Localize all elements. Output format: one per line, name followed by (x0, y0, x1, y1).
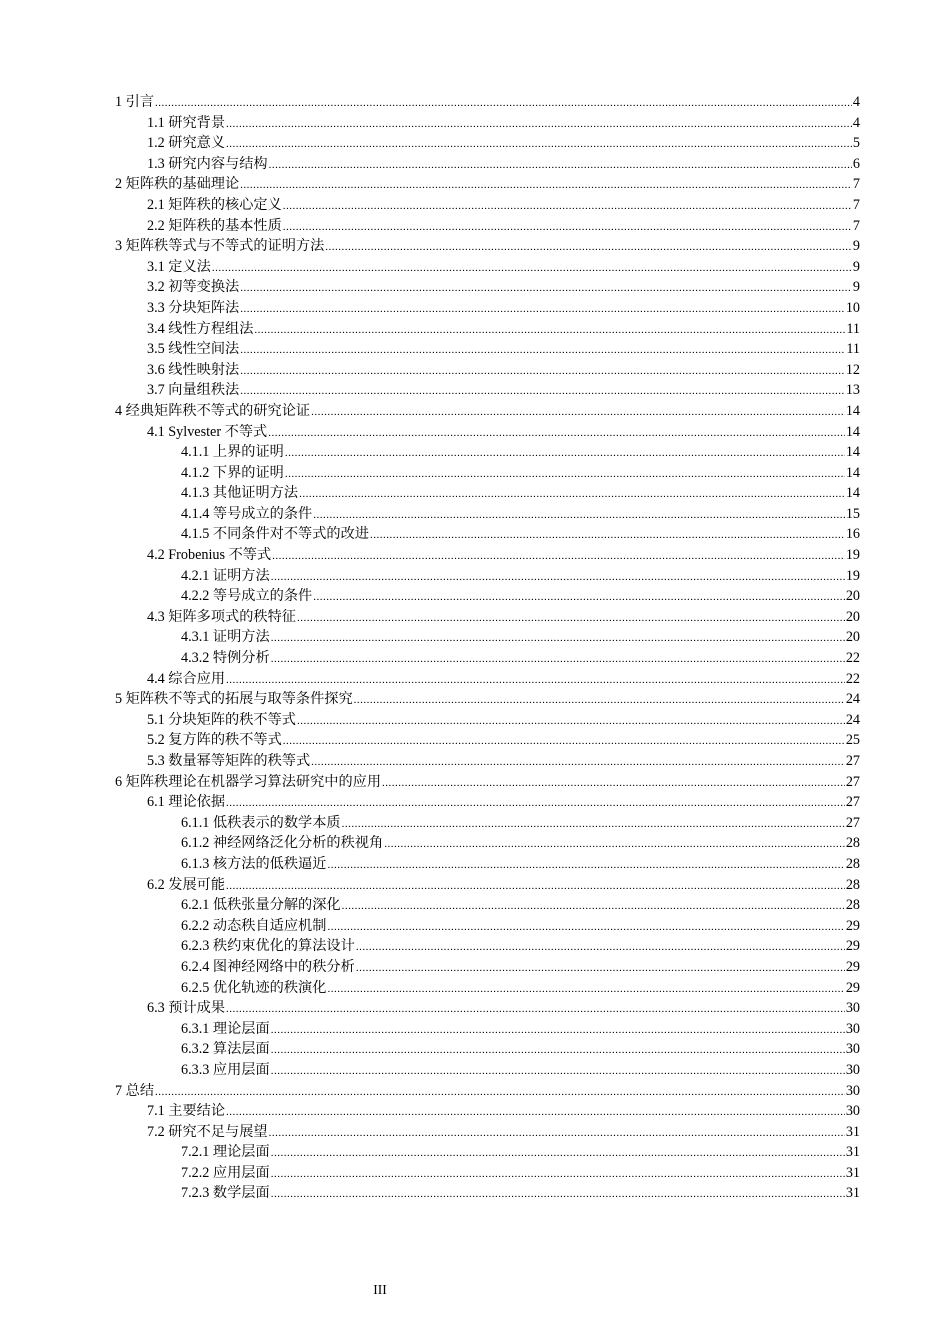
toc-entry-page: 15 (845, 505, 860, 522)
toc-dot-leader (271, 1143, 845, 1164)
toc-entry-label: 4 经典矩阵秩不等式的研究论证 (115, 402, 311, 419)
toc-entry-page: 24 (845, 711, 860, 728)
toc-entry-label: 4.2.2 等号成立的条件 (181, 588, 313, 605)
toc-dot-leader (342, 814, 845, 835)
toc-entry-page: 22 (845, 670, 860, 687)
toc-entry-page: 31 (845, 1123, 860, 1140)
toc-entry[interactable] (115, 895, 860, 916)
toc-entry-label: 4.1 Sylvester 不等式 (147, 423, 268, 440)
toc-entry-page: 14 (845, 464, 860, 481)
toc-entry[interactable] (115, 833, 860, 854)
toc-entry-page: 20 (845, 608, 860, 625)
toc-entry-label: 5 矩阵秩不等式的拓展与取等条件探究 (115, 691, 353, 708)
toc-entry-page: 30 (845, 1000, 860, 1017)
toc-dot-leader (313, 587, 845, 608)
toc-entry[interactable] (115, 627, 860, 648)
toc-entry-page: 13 (845, 382, 860, 399)
toc-dot-leader (240, 299, 845, 320)
toc-dot-leader (272, 546, 845, 567)
toc-entry-page: 27 (845, 773, 860, 790)
toc-dot-leader (327, 917, 844, 938)
toc-dot-leader (297, 608, 845, 629)
toc-dot-leader (283, 731, 845, 752)
toc-entry[interactable] (115, 195, 860, 216)
toc-dot-leader (269, 1123, 845, 1144)
toc-entry-label: 6.3.3 应用层面 (181, 1061, 270, 1078)
toc-entry-page: 7 (852, 176, 860, 193)
toc-dot-leader (285, 443, 845, 464)
toc-dot-leader (269, 155, 852, 176)
toc-entry-page: 4 (852, 94, 860, 110)
toc-entry-label: 3.1 定义法 (147, 258, 211, 275)
toc-entry-page: 4 (852, 114, 860, 131)
toc-entry[interactable] (115, 957, 860, 978)
toc-entry-label: 6.3.2 算法层面 (181, 1041, 270, 1058)
toc-entry-label: 7.2.3 数学层面 (181, 1185, 270, 1202)
toc-dot-leader (283, 217, 852, 238)
toc-entry-page: 14 (845, 444, 860, 461)
toc-entry-page: 9 (852, 238, 860, 255)
toc-dot-leader (226, 670, 845, 691)
toc-entry[interactable] (115, 504, 860, 525)
toc-entry[interactable] (115, 236, 860, 257)
toc-entry-label: 3.3 分块矩阵法 (147, 299, 240, 316)
toc-entry-label: 6.3.1 理论层面 (181, 1020, 270, 1037)
toc-entry-page: 14 (845, 423, 860, 440)
toc-entry-page: 24 (845, 691, 860, 708)
toc-entry-label: 1.3 研究内容与结构 (147, 155, 268, 172)
toc-entry-page: 20 (845, 629, 860, 646)
toc-dot-leader (155, 1082, 845, 1103)
toc-entry-label: 7 总结 (115, 1082, 155, 1099)
toc-entry-page: 27 (845, 814, 860, 831)
toc-dot-leader (271, 628, 845, 649)
toc-entry[interactable] (115, 216, 860, 237)
page-number: III (373, 1282, 387, 1297)
toc-entry-label: 7.2.1 理论层面 (181, 1144, 270, 1161)
toc-dot-leader (299, 484, 845, 505)
toc-entry[interactable] (115, 936, 860, 957)
toc-entry-label: 3.4 线性方程组法 (147, 320, 254, 337)
toc-dot-leader (311, 402, 845, 423)
toc-dot-leader (271, 1020, 845, 1041)
toc-dot-leader (226, 114, 852, 135)
table-of-contents (115, 92, 860, 1204)
toc-entry-page: 12 (845, 361, 860, 378)
toc-entry-label: 6.2 发展可能 (147, 876, 226, 893)
toc-entry-label: 4.1.5 不同条件对不等式的改进 (181, 526, 369, 543)
toc-entry-label: 6.2.4 图神经网络中的秩分析 (181, 958, 355, 975)
toc-entry-label: 1.2 研究意义 (147, 135, 226, 152)
toc-entry[interactable] (115, 380, 860, 401)
toc-entry-label: 3 矩阵秩等式与不等式的证明方法 (115, 238, 325, 255)
toc-entry[interactable] (115, 339, 860, 360)
toc-entry[interactable] (115, 916, 860, 937)
toc-entry-page: 10 (845, 299, 860, 316)
toc-dot-leader (271, 1061, 845, 1082)
toc-dot-leader (325, 237, 852, 258)
toc-dot-leader (226, 134, 852, 155)
toc-entry[interactable] (115, 1039, 860, 1060)
toc-dot-leader (271, 649, 845, 670)
toc-entry[interactable] (115, 401, 860, 422)
toc-entry-page: 11 (846, 320, 860, 337)
toc-entry-page: 6 (852, 155, 860, 172)
toc-entry-page: 31 (845, 1164, 860, 1181)
toc-dot-leader (226, 793, 845, 814)
toc-entry-label: 5.2 复方阵的秩不等式 (147, 732, 282, 749)
toc-entry-label: 5.3 数量幂等矩阵的秩等式 (147, 753, 311, 769)
toc-entry-label: 6.2.3 秩约束优化的算法设计 (181, 938, 355, 955)
toc-entry-page: 28 (845, 835, 860, 852)
toc-entry-label: 6.1 理论依据 (147, 794, 226, 811)
toc-entry-label: 6 矩阵秩理论在机器学习算法研究中的应用 (115, 773, 382, 790)
toc-entry-page: 9 (852, 258, 860, 275)
toc-entry-page: 30 (845, 1082, 860, 1099)
toc-dot-leader (283, 196, 852, 217)
toc-entry-label: 4.3.1 证明方法 (181, 629, 270, 646)
toc-dot-leader (240, 361, 845, 382)
toc-entry-label: 4.1.2 下界的证明 (181, 464, 284, 481)
toc-entry[interactable] (115, 174, 860, 195)
toc-entry-page: 14 (845, 485, 860, 502)
toc-entry-page: 5 (852, 135, 860, 152)
toc-entry-page: 28 (845, 897, 860, 914)
toc-entry[interactable] (115, 524, 860, 545)
toc-entry-label: 5.1 分块矩阵的秩不等式 (147, 711, 296, 728)
toc-entry[interactable] (115, 669, 860, 690)
toc-entry[interactable] (115, 113, 860, 134)
toc-entry-page: 27 (845, 794, 860, 811)
toc-entry-label: 6.1.3 核方法的低秩逼近 (181, 855, 327, 872)
toc-entry[interactable] (115, 710, 860, 731)
toc-entry-label: 4.3 矩阵多项式的秩特征 (147, 608, 296, 625)
toc-entry[interactable] (115, 1163, 860, 1184)
toc-entry-label: 4.1.1 上界的证明 (181, 444, 284, 461)
toc-dot-leader (226, 1102, 845, 1123)
toc-entry[interactable] (115, 1142, 860, 1163)
toc-entry[interactable] (115, 1183, 860, 1204)
toc-dot-leader (240, 278, 852, 299)
toc-entry-label: 3.5 线性空间法 (147, 341, 240, 358)
toc-entry-page: 9 (852, 279, 860, 296)
toc-entry-page: 29 (845, 979, 860, 996)
toc-dot-leader (297, 711, 845, 732)
toc-entry-page: 20 (845, 588, 860, 605)
toc-entry[interactable] (115, 483, 860, 504)
toc-entry-label: 1 引言 (115, 94, 155, 110)
toc-entry-label: 1.1 研究背景 (147, 114, 226, 131)
toc-entry[interactable] (115, 92, 860, 113)
toc-entry[interactable] (115, 854, 860, 875)
toc-entry[interactable] (115, 813, 860, 834)
toc-entry-page: 31 (845, 1185, 860, 1202)
toc-entry-label: 3.7 向量组秩法 (147, 382, 240, 399)
toc-entry-page: 16 (845, 526, 860, 543)
toc-entry[interactable] (115, 298, 860, 319)
toc-dot-leader (311, 752, 845, 773)
toc-entry-label: 6.3 预计成果 (147, 1000, 226, 1017)
toc-entry[interactable] (115, 607, 860, 628)
toc-entry[interactable] (115, 689, 860, 710)
toc-dot-leader (382, 773, 845, 794)
toc-dot-leader (356, 937, 845, 958)
toc-dot-leader (327, 855, 844, 876)
toc-entry[interactable] (115, 998, 860, 1019)
toc-entry-page: 22 (845, 650, 860, 667)
toc-entry[interactable] (115, 792, 860, 813)
toc-entry-page: 19 (845, 567, 860, 584)
toc-dot-leader (240, 340, 845, 361)
toc-entry-page: 28 (845, 855, 860, 872)
toc-dot-leader (271, 1184, 845, 1205)
toc-entry[interactable] (115, 442, 860, 463)
toc-entry-label: 4.2.1 证明方法 (181, 567, 270, 584)
toc-entry[interactable] (115, 566, 860, 587)
toc-entry[interactable] (115, 319, 860, 340)
toc-dot-leader (356, 958, 845, 979)
toc-entry[interactable] (115, 422, 860, 443)
toc-entry[interactable] (115, 1060, 860, 1081)
toc-dot-leader (212, 258, 852, 279)
toc-dot-leader (155, 93, 852, 114)
toc-entry-page: 25 (845, 732, 860, 749)
toc-entry[interactable] (115, 772, 860, 793)
toc-entry[interactable] (115, 463, 860, 484)
toc-dot-leader (226, 999, 845, 1020)
toc-entry[interactable] (115, 1101, 860, 1122)
toc-entry[interactable] (115, 730, 860, 751)
toc-dot-leader (285, 464, 845, 485)
toc-dot-leader (240, 381, 845, 402)
toc-entry-page: 28 (845, 876, 860, 893)
toc-entry-page: 11 (846, 341, 860, 358)
toc-dot-leader (271, 1164, 845, 1185)
toc-entry-label: 3.2 初等变换法 (147, 279, 240, 296)
toc-entry-label: 6.2.1 低秩张量分解的深化 (181, 897, 341, 914)
toc-entry-page: 14 (845, 402, 860, 419)
toc-dot-leader (313, 505, 845, 526)
toc-entry-label: 4.3.2 特例分析 (181, 650, 270, 667)
toc-entry[interactable] (115, 875, 860, 896)
toc-entry[interactable] (115, 1122, 860, 1143)
toc-entry-page: 29 (845, 958, 860, 975)
toc-entry[interactable] (115, 545, 860, 566)
toc-entry-label: 4.1.3 其他证明方法 (181, 485, 299, 502)
toc-entry[interactable] (115, 978, 860, 999)
toc-entry-page: 19 (845, 547, 860, 564)
toc-entry-page: 30 (845, 1103, 860, 1120)
toc-entry-page: 7 (852, 196, 860, 213)
toc-dot-leader (271, 567, 845, 588)
toc-entry[interactable] (115, 1081, 860, 1102)
toc-dot-leader (271, 1040, 845, 1061)
toc-entry-label: 7.2.2 应用层面 (181, 1164, 270, 1181)
toc-entry-label: 3.6 线性映射法 (147, 361, 240, 378)
toc-entry[interactable] (115, 360, 860, 381)
toc-entry-label: 7.2 研究不足与展望 (147, 1123, 268, 1140)
toc-entry-page: 29 (845, 938, 860, 955)
toc-dot-leader (370, 525, 845, 546)
toc-entry-page: 29 (845, 917, 860, 934)
toc-dot-leader (268, 423, 845, 444)
toc-entry[interactable] (115, 154, 860, 175)
toc-entry-label: 6.1.1 低秩表示的数学本质 (181, 814, 341, 831)
toc-entry-label: 2 矩阵秩的基础理论 (115, 176, 240, 193)
toc-dot-leader (240, 175, 852, 196)
toc-entry-label: 4.1.4 等号成立的条件 (181, 505, 313, 522)
toc-entry[interactable] (115, 1019, 860, 1040)
toc-entry[interactable] (115, 586, 860, 607)
toc-entry-page: 7 (852, 217, 860, 234)
toc-entry[interactable] (115, 277, 860, 298)
toc-dot-leader (254, 320, 845, 341)
toc-dot-leader (342, 896, 845, 917)
toc-entry-label: 6.2.5 优化轨迹的秩演化 (181, 979, 327, 996)
toc-entry-label: 6.1.2 神经网络泛化分析的秩视角 (181, 835, 384, 852)
toc-dot-leader (327, 979, 844, 1000)
toc-entry[interactable] (115, 257, 860, 278)
toc-entry[interactable] (115, 133, 860, 154)
toc-dot-leader (384, 834, 845, 855)
toc-entry-label: 4.4 综合应用 (147, 670, 226, 687)
toc-dot-leader (354, 690, 845, 711)
toc-entry-label: 2.1 矩阵秩的核心定义 (147, 196, 282, 213)
toc-entry-label: 2.2 矩阵秩的基本性质 (147, 217, 282, 234)
toc-entry-page: 30 (845, 1041, 860, 1058)
toc-entry-page: 30 (845, 1061, 860, 1078)
toc-entry-page: 30 (845, 1020, 860, 1037)
toc-dot-leader (226, 876, 845, 897)
toc-entry-page: 27 (845, 753, 860, 769)
toc-entry-label: 4.2 Frobenius 不等式 (147, 547, 272, 564)
toc-entry[interactable] (115, 648, 860, 669)
toc-entry-label: 6.2.2 动态秩自适应机制 (181, 917, 327, 934)
toc-entry-page: 31 (845, 1144, 860, 1161)
toc-entry[interactable] (115, 751, 860, 772)
toc-entry-label: 7.1 主要结论 (147, 1103, 226, 1120)
